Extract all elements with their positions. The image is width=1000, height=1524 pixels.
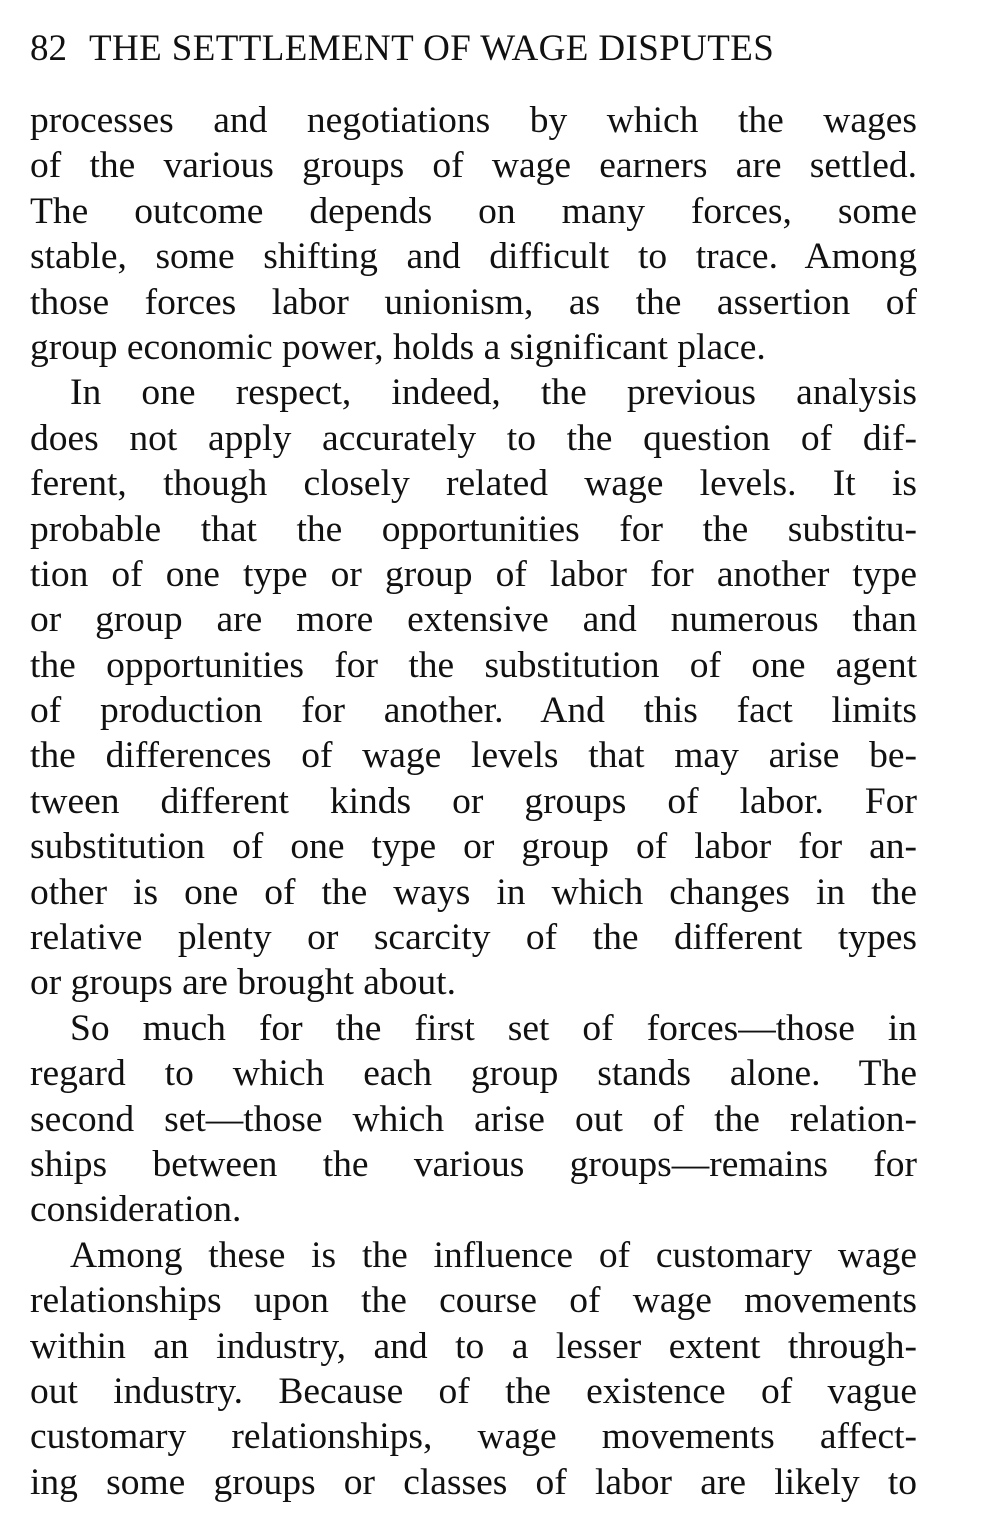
text-line: regard to which each group stands alone. The	[30, 1053, 917, 1095]
text-line: or groups are brought about.	[30, 962, 456, 1004]
text-line: In one respect, indeed, the previous analysis	[70, 372, 917, 414]
paragraph-3	[30, 1006, 917, 1233]
text-line: relative plenty or scarcity of the different types	[30, 917, 917, 959]
text-line: ing some groups or classes of labor are likely to	[30, 1461, 917, 1503]
body-text	[30, 98, 917, 1505]
text-line: of production for another. And this fact limits	[30, 690, 917, 732]
text-line: out industry. Because of the existence of vague	[30, 1370, 917, 1412]
page-number: 82	[30, 28, 67, 69]
text-line: tion of one type or group of labor for another type	[30, 553, 917, 595]
text-line: customary relationships, wage movements affect-	[30, 1416, 917, 1458]
text-line: Among these is the influence of customary wage	[70, 1234, 917, 1276]
text-line: within an industry, and to a lesser extent through-	[30, 1325, 917, 1367]
text-line: probable that the opportunities for the substitu-	[30, 508, 917, 550]
text-line: So much for the first set of forces—those in	[70, 1007, 917, 1049]
text-line: of the various groups of wage earners are settled.	[30, 145, 917, 187]
text-line: The outcome depends on many forces, some	[30, 190, 917, 232]
paragraph-2	[30, 370, 917, 1005]
text-line: or group are more extensive and numerous than	[30, 599, 917, 641]
text-line: stable, some shifting and difficult to trace. Among	[30, 236, 917, 278]
text-line: processes and negotiations by which the wages	[30, 100, 917, 141]
text-line: substitution of one type or group of labor for an-	[30, 826, 917, 868]
text-line: consideration.	[30, 1189, 242, 1231]
text-line: other is one of the ways in which changes in the	[30, 871, 917, 913]
text-line: does not apply accurately to the question of dif-	[30, 417, 917, 459]
paragraph-4	[30, 1233, 917, 1505]
text-line: the opportunities for the substitution of one agent	[30, 644, 917, 686]
text-line: the differences of wage levels that may arise be-	[30, 735, 917, 777]
text-line: ships between the various groups—remains for	[30, 1143, 917, 1185]
text-line: tween different kinds or groups of labor. For	[30, 780, 917, 822]
running-head	[30, 24, 896, 74]
text-line: group economic power, holds a significant place.	[30, 326, 766, 368]
running-title: THE SETTLEMENT OF WAGE DISPUTES	[89, 28, 775, 69]
text-line: relationships upon the course of wage movements	[30, 1280, 917, 1322]
text-line: ferent, though closely related wage levels. It is	[30, 463, 917, 505]
paragraph-1	[30, 98, 917, 370]
text-line: second set—those which arise out of the relation-	[30, 1098, 917, 1140]
text-line: those forces labor unionism, as the assertion of	[30, 281, 917, 323]
